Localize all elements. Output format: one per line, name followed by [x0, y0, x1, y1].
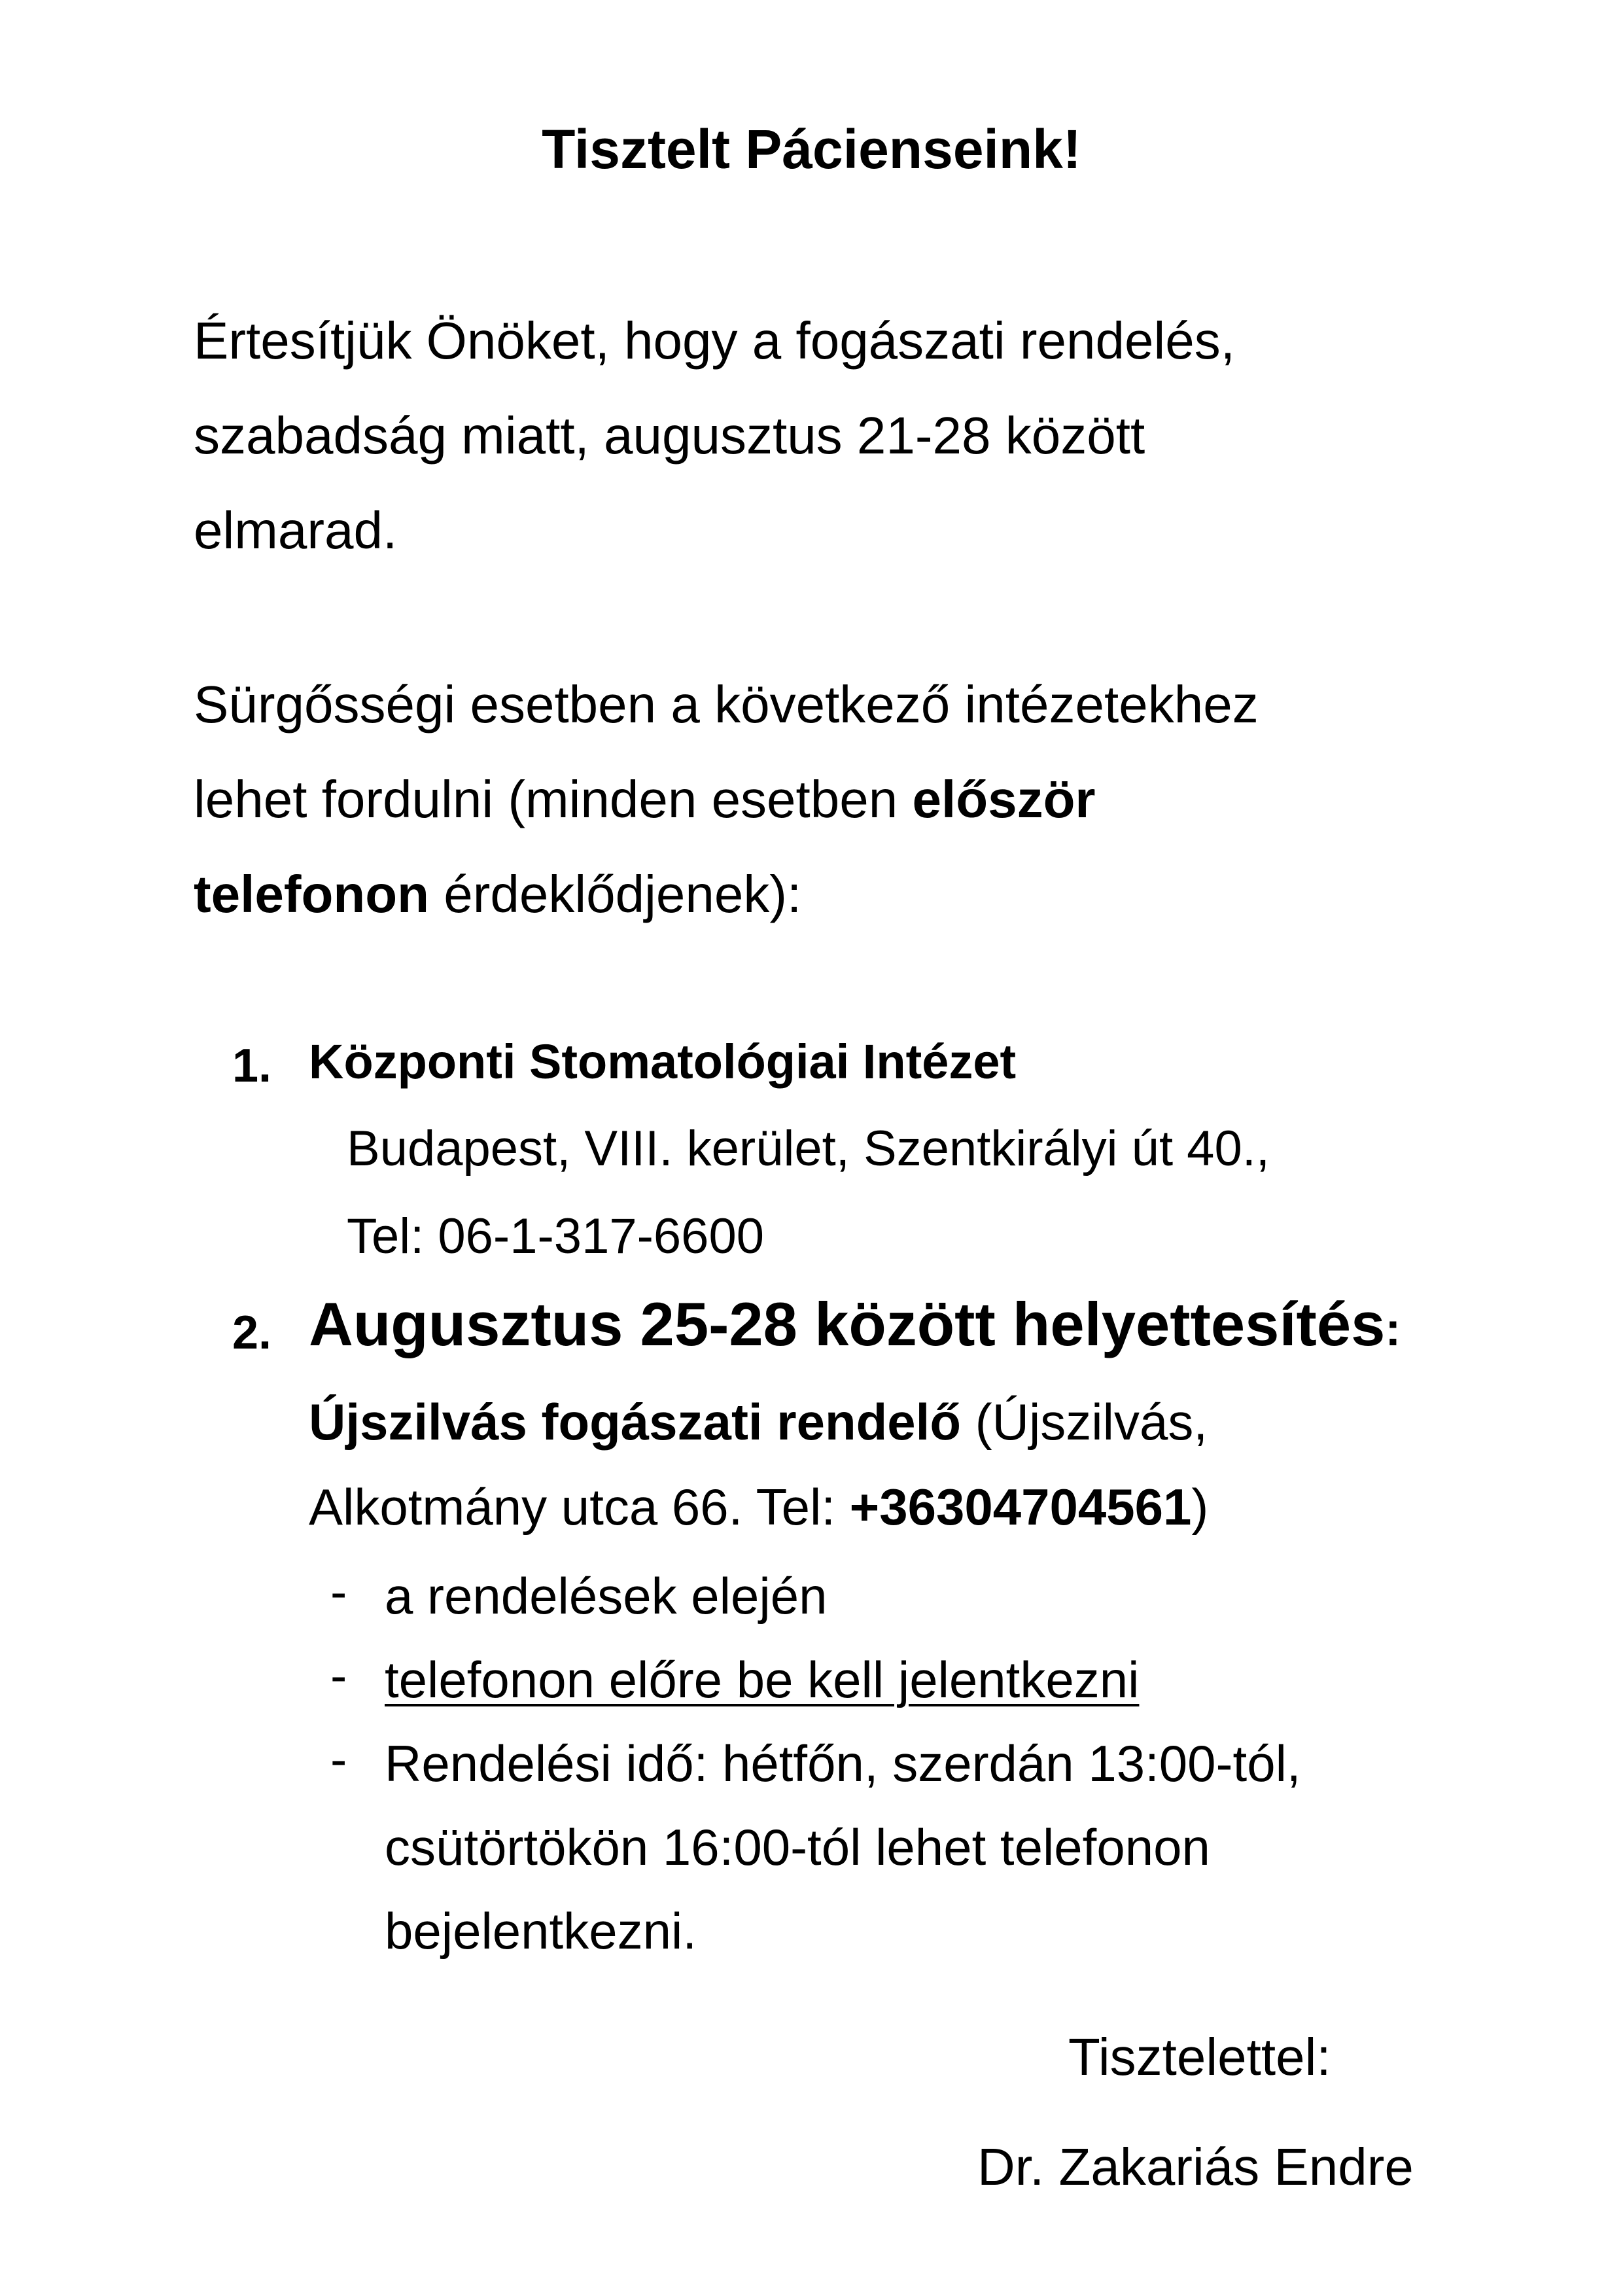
bullet-dash: - — [330, 1648, 347, 1704]
bullet-dash: - — [330, 1564, 347, 1620]
bullet-item — [385, 1722, 1301, 1973]
intro-paragraph — [194, 293, 1515, 578]
substitution-heading-text: Augusztus 25-28 között helyettesítés — [309, 1290, 1386, 1358]
bullet-dash: - — [330, 1732, 347, 1788]
bullet-line: csütörtökön 16:00-tól lehet telefonon — [385, 1818, 1210, 1876]
substitution-heading — [309, 1289, 1401, 1360]
emphasis-phone: telefonon — [194, 865, 429, 923]
substitution-heading-colon: : — [1385, 1303, 1401, 1356]
clinic-address-close: ) — [1191, 1478, 1209, 1536]
emergency-paragraph — [194, 657, 1515, 942]
signature-name: Dr. Zakariás Endre — [977, 2138, 1414, 2196]
institute-name: Központi Stomatológiai Intézet — [309, 1034, 1017, 1089]
intro-line: Értesítjük Önöket, hogy a fogászati rendelés, — [194, 311, 1235, 370]
bullet-item: a rendelések elején — [385, 1567, 828, 1625]
intro-line: elmarad. — [194, 501, 398, 559]
emphasis-first: először — [912, 770, 1096, 828]
institute-phone: Tel: 06-1-317-6600 — [347, 1209, 764, 1264]
page-title: Tisztelt Pácienseink! — [542, 118, 1081, 180]
bullet-line: bejelentkezni. — [385, 1902, 697, 1960]
emergency-text: érdeklődjenek): — [428, 865, 802, 923]
closing-greeting: Tisztelettel: — [1068, 2028, 1331, 2086]
clinic-name: Újszilvás fogászati rendelő — [309, 1393, 961, 1451]
clinic-phone: +36304704561 — [849, 1478, 1192, 1536]
clinic-address-line — [309, 1477, 1208, 1537]
intro-line: szabadság miatt, augusztus 21-28 között — [194, 406, 1145, 465]
clinic-address: Alkotmány utca 66. Tel: — [309, 1478, 850, 1536]
list-number-1: 1. — [232, 1040, 272, 1092]
bullet-underlined-text: telefonon előre be kell jelentkezni — [385, 1651, 1140, 1708]
clinic-line — [309, 1392, 1208, 1452]
list-number-2: 2. — [232, 1307, 272, 1359]
emergency-text: lehet fordulni (minden esetben — [194, 770, 913, 828]
emergency-line — [194, 847, 1515, 942]
clinic-town: (Újszilvás, — [960, 1393, 1208, 1451]
emergency-line: Sürgősségi esetben a következő intézetekhez — [194, 675, 1259, 733]
bullet-item — [385, 1638, 1139, 1722]
bullet-line: Rendelési idő: hétfőn, szerdán 13:00-tól, — [385, 1735, 1301, 1792]
emergency-line — [194, 752, 1515, 847]
institute-address: Budapest, VIII. kerület, Szentkirályi út 40., — [347, 1121, 1270, 1176]
